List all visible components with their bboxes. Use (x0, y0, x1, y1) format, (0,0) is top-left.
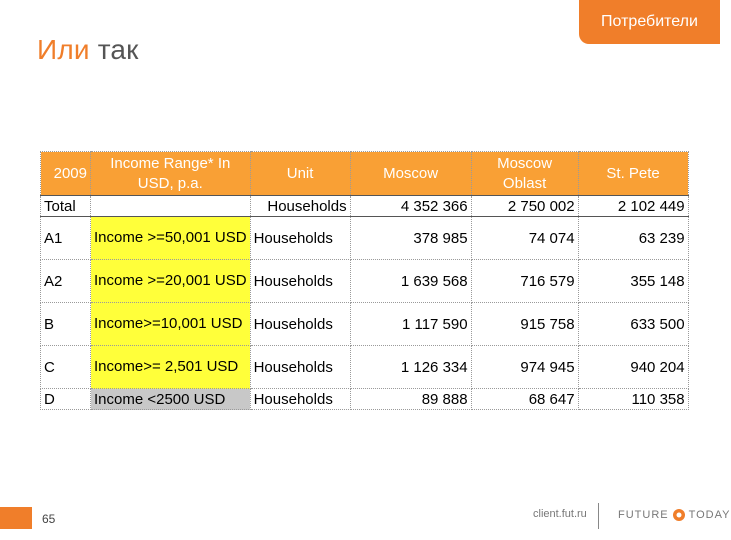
total-row (41, 196, 689, 217)
title-rest: так (89, 34, 139, 65)
moscow-oblast-value: 68 647 (471, 389, 578, 410)
footer-divider (598, 503, 599, 529)
moscow-oblast-value: 2 750 002 (471, 196, 578, 217)
footer-url[interactable]: client.fut.ru (533, 508, 587, 520)
row-label: A2 (41, 260, 91, 303)
moscow-oblast-value: 915 758 (471, 303, 578, 346)
unit: Households (250, 346, 350, 389)
logo-word-right: TODAY (688, 509, 731, 521)
table-header-row (41, 152, 689, 196)
income-range: Income>= 2,501 USD (91, 346, 251, 389)
moscow-header: Moscow (350, 152, 471, 196)
moscow-value: 1 126 334 (350, 346, 471, 389)
st-pete-value: 355 148 (578, 260, 688, 303)
income-range: Income >=50,001 USD (91, 217, 251, 260)
moscow-oblast-value: 74 074 (471, 217, 578, 260)
moscow-value: 4 352 366 (350, 196, 471, 217)
row-label: Total (41, 196, 91, 217)
table-row (41, 303, 689, 346)
logo-mark-icon (672, 508, 686, 522)
title-accent: Или (37, 34, 90, 65)
table-row (41, 217, 689, 260)
st-pete-value: 2 102 449 (578, 196, 688, 217)
row-label: B (41, 303, 91, 346)
unit: Households (250, 196, 350, 217)
income-range: Income>=10,001 USD (91, 303, 251, 346)
st-pete-header: St. Pete (578, 152, 688, 196)
row-label: C (41, 346, 91, 389)
moscow-value: 378 985 (350, 217, 471, 260)
st-pete-value: 940 204 (578, 346, 688, 389)
income-range: Income >=20,001 USD (91, 260, 251, 303)
logo-word-left: FUTURE (618, 509, 669, 521)
company-logo (618, 508, 731, 522)
row-label: D (41, 389, 91, 410)
moscow-oblast-value: 974 945 (471, 346, 578, 389)
st-pete-value: 110 358 (578, 389, 688, 410)
moscow-value: 1 117 590 (350, 303, 471, 346)
households-table (40, 151, 689, 410)
table-row (41, 389, 689, 410)
unit: Households (250, 303, 350, 346)
unit: Households (250, 217, 350, 260)
moscow-value: 89 888 (350, 389, 471, 410)
st-pete-value: 63 239 (578, 217, 688, 260)
moscow-oblast-header: Moscow Oblast (471, 152, 578, 196)
moscow-value: 1 639 568 (350, 260, 471, 303)
page-number: 65 (42, 512, 56, 526)
page-title (37, 34, 139, 66)
table-row (41, 260, 689, 303)
page-marker (0, 507, 32, 529)
st-pete-value: 633 500 (578, 303, 688, 346)
income-range: Income <2500 USD (91, 389, 251, 410)
table-row (41, 346, 689, 389)
year-header: 2009 (41, 152, 91, 196)
unit: Households (250, 260, 350, 303)
unit: Households (250, 389, 350, 410)
income-range-header: Income Range* In USD, p.a. (91, 152, 251, 196)
row-label: A1 (41, 217, 91, 260)
section-tag: Потребители (579, 0, 720, 44)
unit-header: Unit (250, 152, 350, 196)
moscow-oblast-value: 716 579 (471, 260, 578, 303)
income-range (91, 196, 251, 217)
